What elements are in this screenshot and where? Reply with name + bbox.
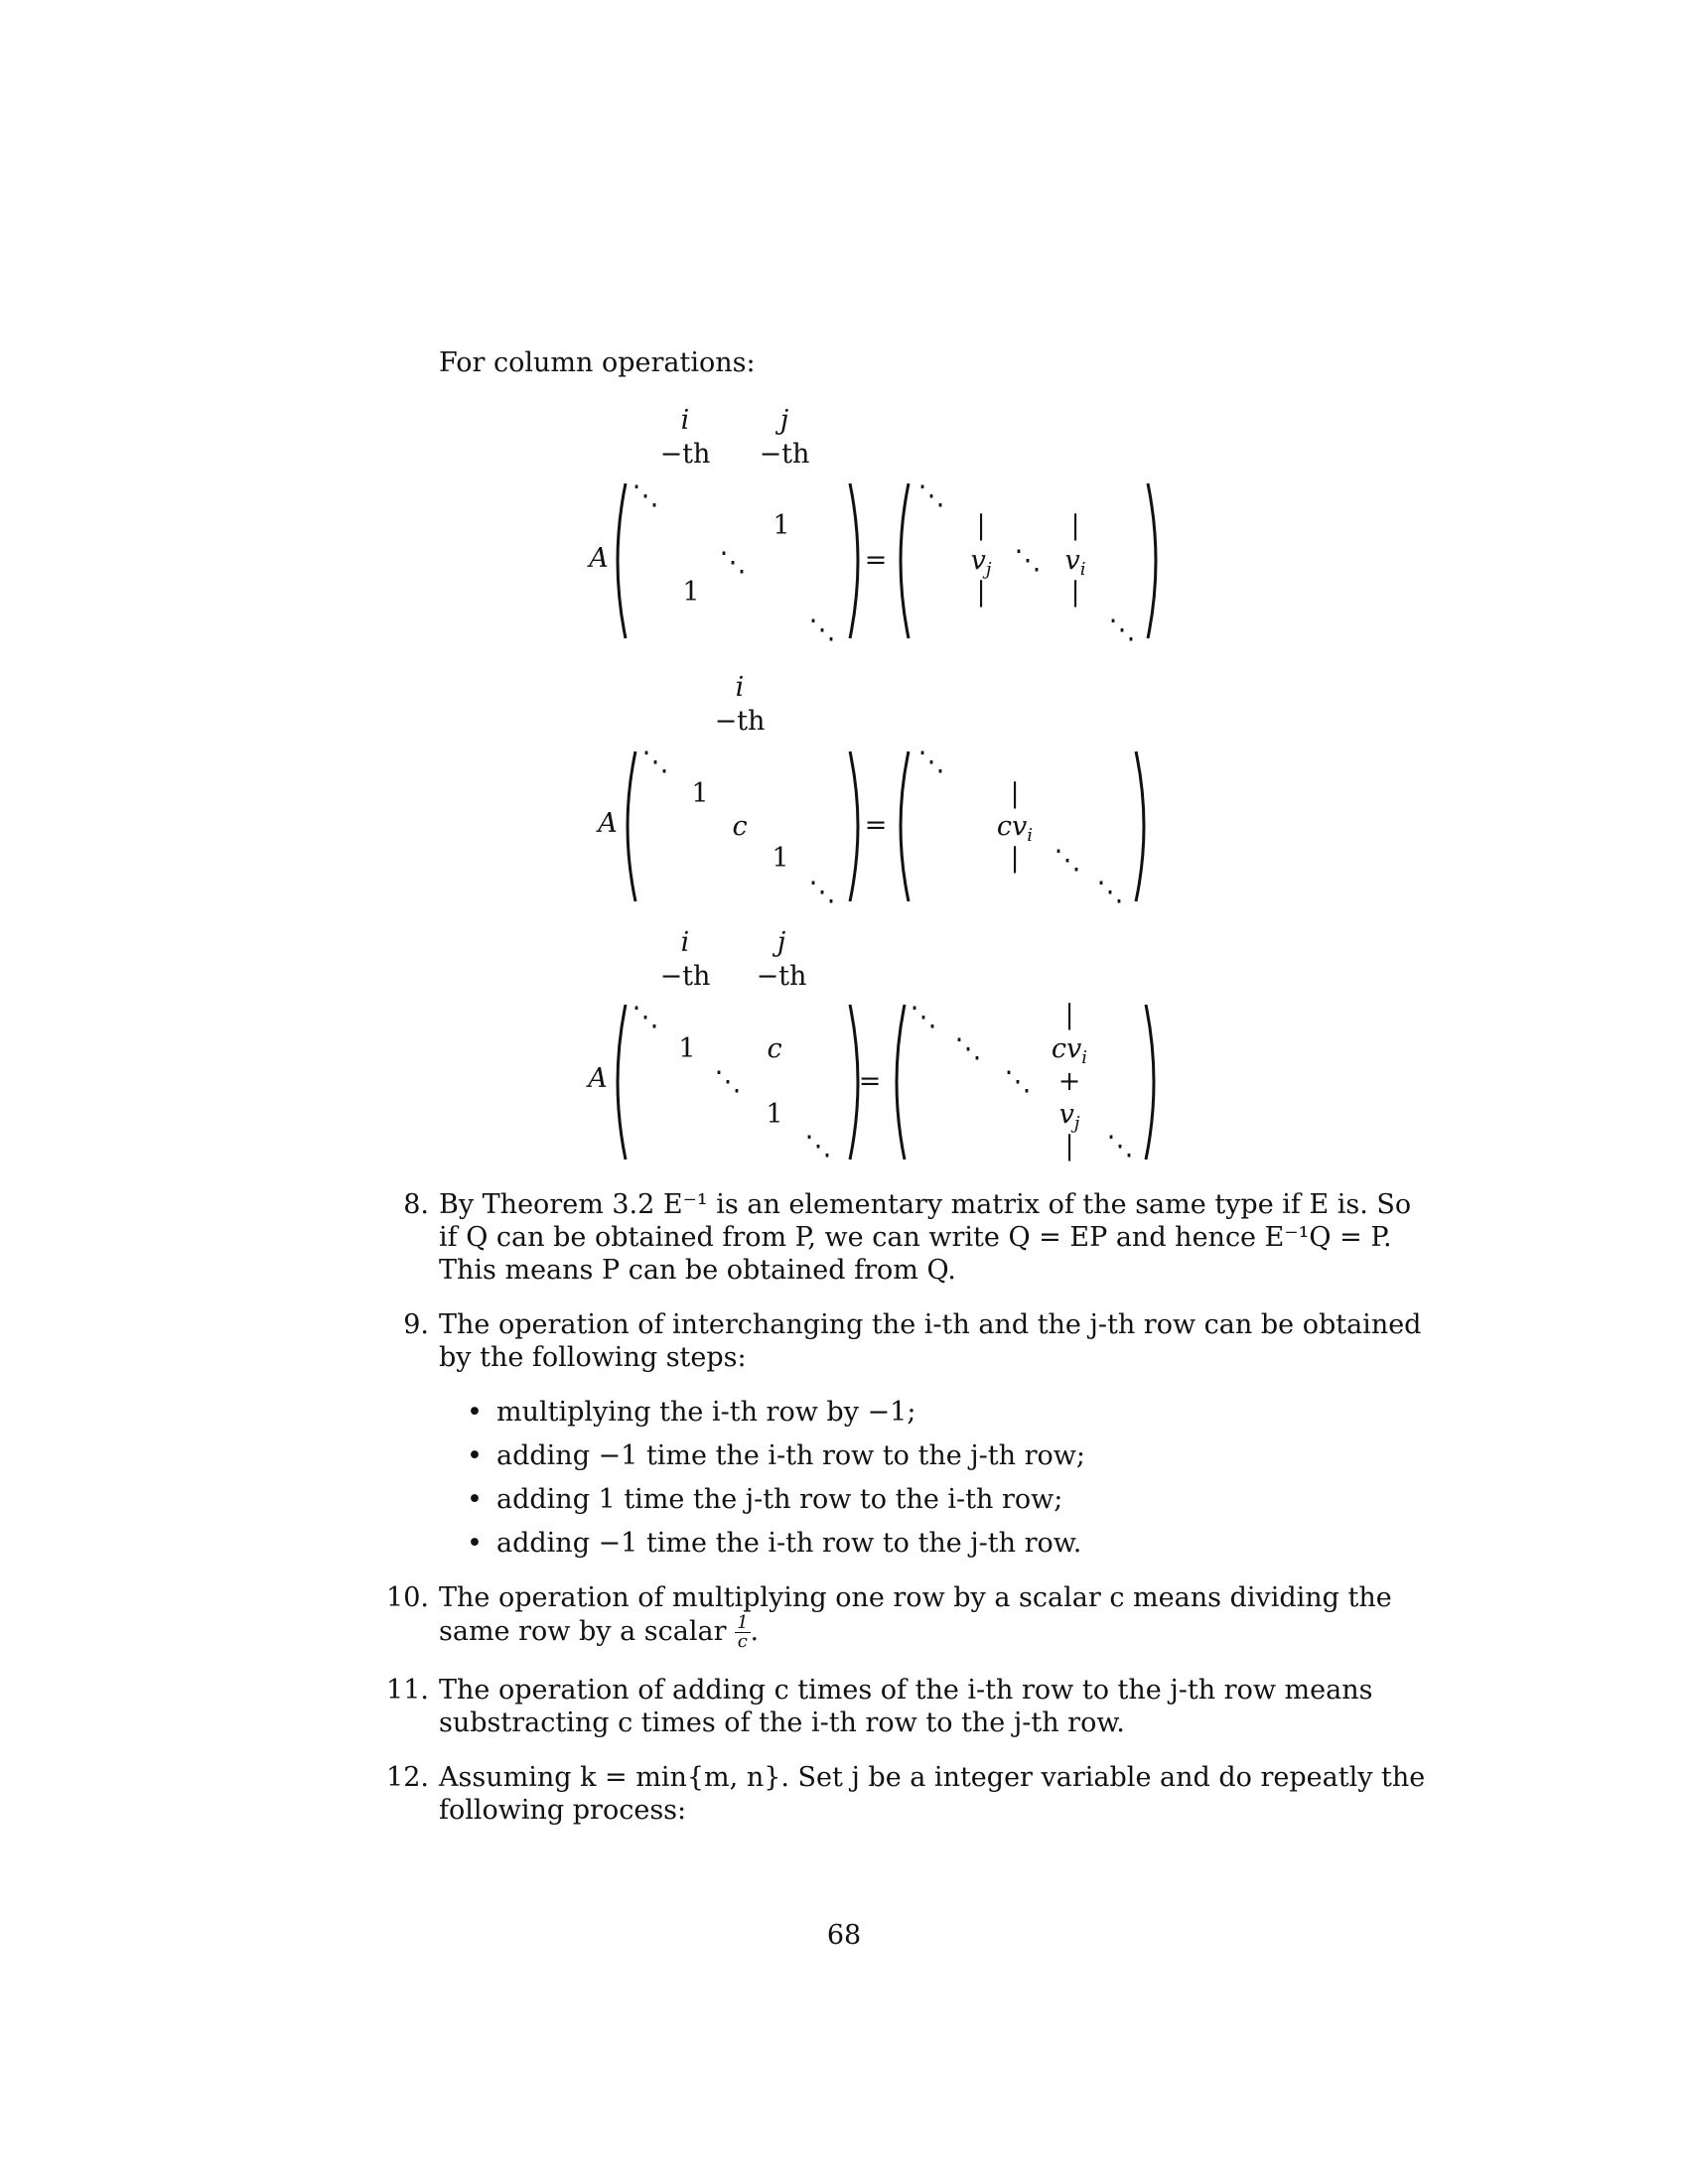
ddots: [955, 1034, 982, 1064]
ddots: [805, 1132, 832, 1161]
item-line: same row by a scalar $\frac{1}{c}$ .: [439, 1612, 760, 1652]
right-paren: [1132, 750, 1154, 903]
col-label-i: i: [680, 927, 690, 958]
col-label-i: i: [680, 405, 690, 436]
vert-bar: |: [1064, 1000, 1074, 1030]
entry-one: 1: [772, 843, 789, 874]
equals-sign: =: [864, 810, 888, 841]
ddots: [1055, 846, 1081, 876]
vector-vi: $v_i$: [1064, 545, 1086, 580]
left-paren: [608, 481, 630, 640]
plus-sign: +: [1057, 1066, 1081, 1097]
item-line: Assuming k = min{m, n}. Set j be a integer variable and do repeatly the: [439, 1762, 1426, 1793]
item-line: The operation of multiplying one row by a scalar c means dividing the: [439, 1582, 1392, 1613]
vector-vj: $v_j$: [970, 545, 992, 580]
entry-one: 1: [773, 510, 790, 541]
col-label-i: i: [735, 672, 745, 703]
ddots: [1005, 1067, 1032, 1097]
bullet-icon: •: [467, 1528, 483, 1559]
bullet-text: multiplying the i-th row by −1;: [496, 1397, 916, 1428]
bullet-text: adding −1 time the i-th row to the j-th row.: [496, 1528, 1082, 1559]
vert-bar: |: [1070, 577, 1080, 608]
ddots: [720, 548, 747, 578]
vector-vj: $v_j$: [1058, 1099, 1080, 1134]
item-line: substracting c times of the i-th row to the j-th row.: [439, 1707, 1125, 1738]
vector-cvi: $cv_i$: [996, 811, 1034, 846]
vert-bar: |: [1064, 1131, 1074, 1161]
left-paren: [618, 750, 639, 903]
bullet-icon: •: [467, 1397, 483, 1428]
entry-one: 1: [682, 577, 700, 608]
left-paren: [891, 481, 913, 640]
ddots: [633, 1003, 659, 1032]
bullet-text: adding −1 time the i-th row to the j-th row;: [496, 1440, 1085, 1471]
entry-c: c: [732, 811, 748, 842]
col-label-th: −th: [659, 961, 711, 992]
ddots: [633, 481, 659, 511]
vector-cvi: $cv_i$: [1051, 1033, 1088, 1068]
right-paren: [1142, 1003, 1164, 1161]
item-line: if Q can be obtained from P, we can write Q = EP and hence E⁻¹Q = P.: [439, 1222, 1392, 1253]
item-number: 10.: [386, 1582, 429, 1613]
ddots: [918, 748, 945, 777]
bullet-icon: •: [467, 1440, 483, 1471]
equals-sign: =: [864, 545, 888, 576]
page-number: 68: [826, 1920, 862, 1951]
vert-bar: |: [976, 510, 986, 541]
intro-text: For column operations:: [439, 347, 756, 378]
entry-one: 1: [678, 1033, 696, 1064]
col-label-th: −th: [756, 961, 807, 992]
entry-one: 1: [691, 778, 709, 809]
matrix-A: A: [588, 1063, 608, 1094]
left-paren: [887, 1003, 909, 1161]
item-line: following process:: [439, 1795, 687, 1826]
ddots: [642, 748, 669, 777]
fraction: $\frac{1}{c}$: [737, 1612, 749, 1652]
vert-bar: |: [1070, 510, 1080, 541]
item-number: 8.: [403, 1189, 429, 1220]
col-label-th: −th: [714, 706, 766, 737]
item-line: by the following steps:: [439, 1342, 747, 1373]
item-number: 11.: [386, 1675, 429, 1706]
ddots: [1107, 1132, 1134, 1161]
col-label-j: j: [776, 927, 786, 958]
entry-c: c: [767, 1033, 782, 1064]
item-line: The operation of adding c times of the i-th row to the j-th row means: [439, 1675, 1373, 1706]
right-paren: [1144, 481, 1166, 640]
matrix-A: A: [589, 543, 609, 574]
ddots: [1109, 615, 1136, 645]
ddots: [715, 1067, 742, 1097]
col-label-th: −th: [659, 439, 711, 470]
bullet-text: adding 1 time the j-th row to the i-th row;: [496, 1484, 1063, 1515]
col-label-j: j: [779, 405, 789, 436]
ddots: [809, 615, 836, 645]
matrix-A: A: [598, 808, 618, 839]
left-paren: [891, 750, 913, 903]
equals-sign: =: [858, 1066, 882, 1097]
item-line: By Theorem 3.2 E⁻¹ is an elementary matrix of the same type if E is. So: [439, 1189, 1412, 1220]
item-number: 9.: [403, 1309, 429, 1340]
ddots: [809, 878, 836, 907]
left-paren: [608, 1003, 630, 1161]
entry-one: 1: [766, 1099, 783, 1130]
vert-bar: |: [1010, 778, 1020, 809]
item-line: The operation of interchanging the i-th and the j-th row can be obtained: [439, 1309, 1422, 1340]
col-label-th: −th: [759, 439, 810, 470]
ddots: [1097, 878, 1124, 907]
item-line: This means P can be obtained from Q.: [439, 1255, 956, 1286]
item-number: 12.: [386, 1762, 429, 1793]
vert-bar: |: [976, 577, 986, 608]
vert-bar: |: [1010, 843, 1020, 874]
ddots: [1015, 546, 1042, 576]
bullet-icon: •: [467, 1484, 483, 1515]
ddots: [918, 481, 945, 511]
ddots: [911, 1003, 937, 1032]
